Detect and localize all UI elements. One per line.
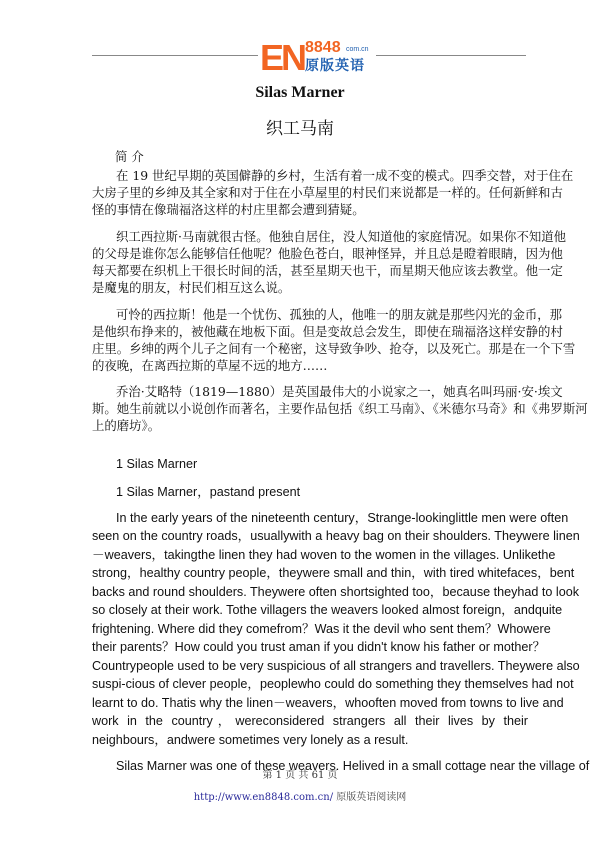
paragraph-4-line: 上的磨坊》。	[92, 418, 161, 433]
paragraph-7-line: backs and round shoulders. Theywere often shortsighted too，because theyhad to look	[92, 585, 580, 599]
paragraph-7-line: seen on the country roads，usuallywith a heavy bag on their shoulders. Theywere linen	[92, 529, 580, 543]
paragraph-7-line: strong，healthy country people，theywere small and thin，with tired whitefaces，bent	[92, 566, 575, 580]
site-url-link[interactable]: http://www.en8848.com.cn/	[193, 792, 334, 803]
paragraph-6-line: 1 Silas Marner，pastand present	[116, 485, 301, 499]
footer-link-row	[0, 788, 600, 803]
intro-heading: 简 介	[115, 149, 144, 164]
paragraph-7-line: frightening. Where did they comefrom？Was it the devil who sent them？Whowere	[92, 622, 551, 636]
paragraph-1-line: 在 19 世纪早期的英国僻静的乡村，生活有着一成不变的模式。四季交替，对于住在	[116, 168, 574, 183]
paragraph-3-line: 是他织布挣来的，被他藏在地板下面。但是变故总会发生，即使在瑞福洛这样安静的村	[92, 324, 563, 339]
paragraph-4-line: 乔治·艾略特（1819—1880）是英国最伟大的小说家之一，她真名叫玛丽·安·埃文	[116, 384, 563, 399]
header-rule-right	[376, 55, 526, 56]
logo-number: 8848	[305, 39, 341, 56]
paragraph-7-line: suspi-cious of clever people，peoplewho could do something they themselves had not	[92, 677, 574, 691]
paragraph-2-line: 每天都要在织机上干很长时间的活，甚至星期天也干，而星期天他应该去教堂。他一定	[92, 263, 563, 278]
page-number: 第 1 页 共 61 页	[262, 770, 338, 781]
paragraph-7-line: Countrypeople used to be very suspicious of all strangers and travellers. Theywere also	[92, 659, 580, 673]
title-chinese: 织工马南	[266, 119, 334, 139]
paragraph-7-line: work in the country，wereconsidered strangers all their lives by their	[92, 714, 528, 728]
paragraph-4-line: 斯。她生前就以小说创作而著名，主要作品包括《织工马南》、《米德尔马奇》和《弗罗斯河	[92, 401, 588, 416]
logo-letters: EN	[260, 37, 305, 78]
paragraph-7-line: their parents？How could you trust aman if you didn't know his father or mother？	[92, 640, 546, 654]
paragraph-8-line: Silas Marner was one of these weavers. Helived in a small cottage near the village of	[116, 759, 590, 773]
paragraph-5-line: 1 Silas Marner	[116, 457, 198, 471]
paragraph-2-line: 的父母是谁你怎么能够信任他呢？他脸色苍白，眼神怪异，并且总是瞪着眼睛，因为他	[92, 246, 563, 261]
paragraph-7-line: －weavers，takingthe linen they had woven to the women in the villages. Unlikethe	[92, 548, 556, 562]
logo-domain: com.cn	[346, 46, 369, 53]
paragraph-7-line: learnt to do. Thatis why the linen－weavers，whooften moved from towns to live and	[92, 696, 564, 710]
paragraph-1-line: 大房子里的乡绅及其全家和对于住在小草屋里的村民们来说都是一样的。任何新鲜和古	[92, 185, 563, 200]
paragraph-7-line: neighbours，andwere sometimes very lonely as a result.	[92, 733, 409, 747]
paragraph-2-line: 织工西拉斯·马南就很古怪。他独自居住，没人知道他的家庭情况。如果你不知道他	[116, 229, 567, 244]
paragraph-7-line: In the early years of the nineteenth century，Strange-lookinglittle men were often	[116, 511, 569, 525]
paragraph-7-line: so closely at their work. Tothe villagers the weavers looked almost foreign，andquite	[92, 603, 563, 617]
paragraph-1-line: 怪的事情在像瑞福洛这样的村庄里都会遭到猜疑。	[92, 202, 365, 217]
logo-cn: 原版英语	[305, 58, 365, 74]
title-english: Silas Marner	[255, 84, 345, 101]
site-name: 原版英语阅读网	[336, 792, 407, 803]
header-rule-left	[92, 55, 258, 56]
paragraph-3-line: 的夜晚，在离西拉斯的草屋不远的地方……	[92, 358, 328, 373]
paragraph-3-line: 可怜的西拉斯！他是一个忧伤、孤独的人，他唯一的朋友就是那些闪光的金币，那	[116, 307, 563, 322]
paragraph-2-line: 是魔鬼的朋友，村民们相互这么说。	[92, 280, 291, 295]
site-logo	[258, 38, 376, 78]
paragraph-3-line: 庄里。乡绅的两个儿子之间有一个秘密，这导致争吵、抢夺，以及死亡。那是在一个下雪	[92, 341, 576, 356]
